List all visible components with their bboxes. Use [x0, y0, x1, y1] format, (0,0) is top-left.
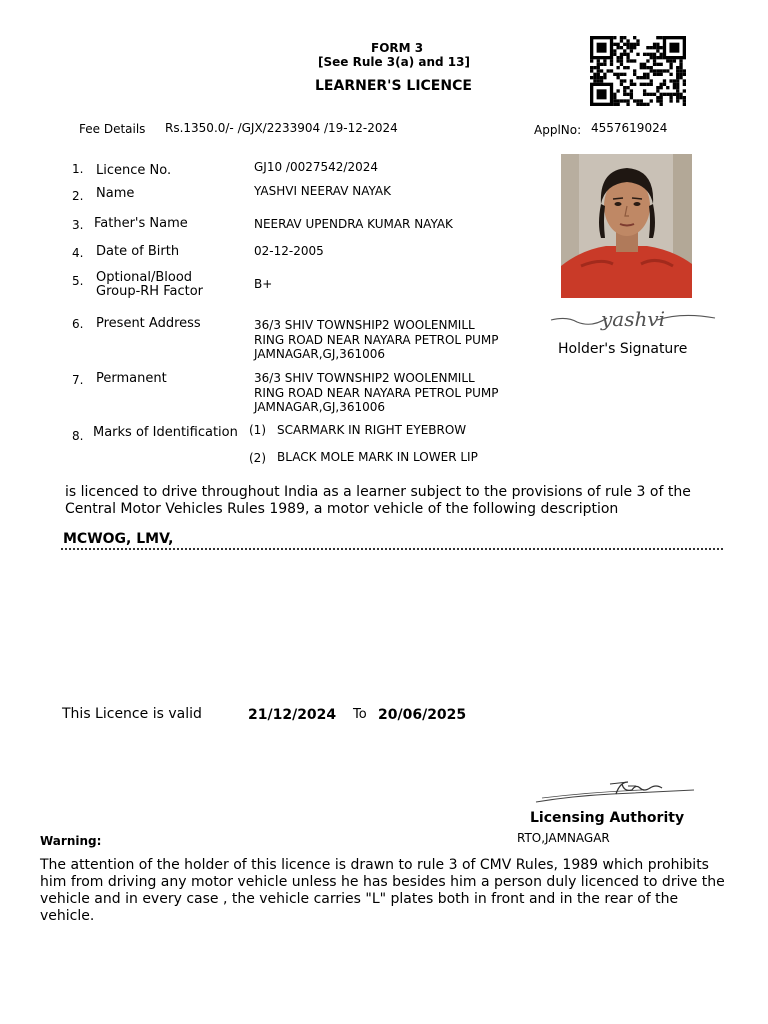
- form-number: FORM 3: [371, 41, 424, 55]
- valid-from-date: 21/12/2024: [248, 707, 337, 723]
- name-label: Name: [96, 186, 135, 201]
- fee-details-value: Rs.1350.0/- /GJX/2233904 /19-12-2024: [165, 121, 398, 135]
- field-number: 7.: [72, 373, 84, 387]
- present-address-label: Present Address: [96, 316, 201, 331]
- valid-to-date: 20/06/2025: [378, 707, 467, 723]
- date-of-birth-value: 02-12-2005: [254, 244, 324, 258]
- licence-number-label: Licence No.: [96, 163, 172, 178]
- qr-code: [590, 36, 686, 106]
- permanent-address-label: Permanent: [96, 371, 167, 386]
- field-number: 1.: [72, 162, 84, 176]
- holder-signature-scribble: yashvi: [600, 308, 666, 331]
- application-number-label: ApplNo:: [534, 123, 582, 137]
- present-address-value: 36/3 SHIV TOWNSHIP2 WOOLENMILL RING ROAD NEAR NAYARA PETROL PUMP JAMNAGAR,GJ,361006: [254, 318, 499, 361]
- mark-number: (1): [249, 423, 266, 437]
- rule-reference: [See Rule 3(a) and 13]: [318, 55, 470, 69]
- application-number-value: 4557619024: [591, 121, 668, 135]
- vehicle-classes: MCWOG, LMV,: [63, 531, 174, 547]
- fathers-name-value: NEERAV UPENDRA KUMAR NAYAK: [254, 217, 453, 231]
- mark-1-value: SCARMARK IN RIGHT EYEBROW: [277, 423, 467, 437]
- fee-details-label: Fee Details: [79, 122, 146, 136]
- field-number: 8.: [72, 429, 84, 443]
- licensing-authority-label: Licensing Authority: [530, 810, 685, 826]
- blood-group-value: B+: [254, 277, 273, 291]
- name-value: YASHVI NEERAV NAYAK: [254, 184, 391, 198]
- rto-office: RTO,JAMNAGAR: [517, 831, 610, 845]
- mark-number: (2): [249, 451, 266, 465]
- holder-signature-label: Holder's Signature: [558, 341, 688, 357]
- blood-group-label: Optional/Blood Group-RH Factor: [96, 270, 204, 299]
- document-title: LEARNER'S LICENCE: [315, 78, 472, 94]
- mark-2-value: BLACK MOLE MARK IN LOWER LIP: [277, 450, 478, 464]
- date-of-birth-label: Date of Birth: [96, 244, 180, 259]
- validity-label: This Licence is valid: [62, 706, 202, 722]
- holder-photo: [561, 154, 692, 298]
- fathers-name-label: Father's Name: [94, 216, 188, 231]
- field-number: 3.: [72, 218, 84, 232]
- valid-to-label: To: [353, 707, 367, 722]
- identification-marks-label: Marks of Identification: [93, 425, 238, 440]
- licence-statement: is licenced to drive throughout India as a learner subject to the provisions of rule 3 of the Central Motor Vehicles Rules 1989, a motor vehicle of the following description: [65, 484, 691, 517]
- licence-number-value: GJ10 /0027542/2024: [254, 160, 378, 174]
- field-number: 2.: [72, 189, 84, 203]
- field-number: 4.: [72, 246, 84, 260]
- authority-signature: [532, 778, 697, 808]
- warning-text: The attention of the holder of this licence is drawn to rule 3 of CMV Rules, 1989 which prohibits him from driving any motor vehicle unless he has besides him a person duly licenced to drive the vehicle and in every case , the vehicle carries "L" plates both in front and in the rear of the vehicle.: [40, 857, 725, 924]
- dotted-divider: [61, 548, 723, 550]
- permanent-address-value: 36/3 SHIV TOWNSHIP2 WOOLENMILL RING ROAD NEAR NAYARA PETROL PUMP JAMNAGAR,GJ,361006: [254, 371, 499, 414]
- field-number: 6.: [72, 317, 84, 331]
- warning-label: Warning:: [40, 834, 102, 848]
- field-number: 5.: [72, 274, 84, 288]
- holder-signature: [547, 308, 719, 334]
